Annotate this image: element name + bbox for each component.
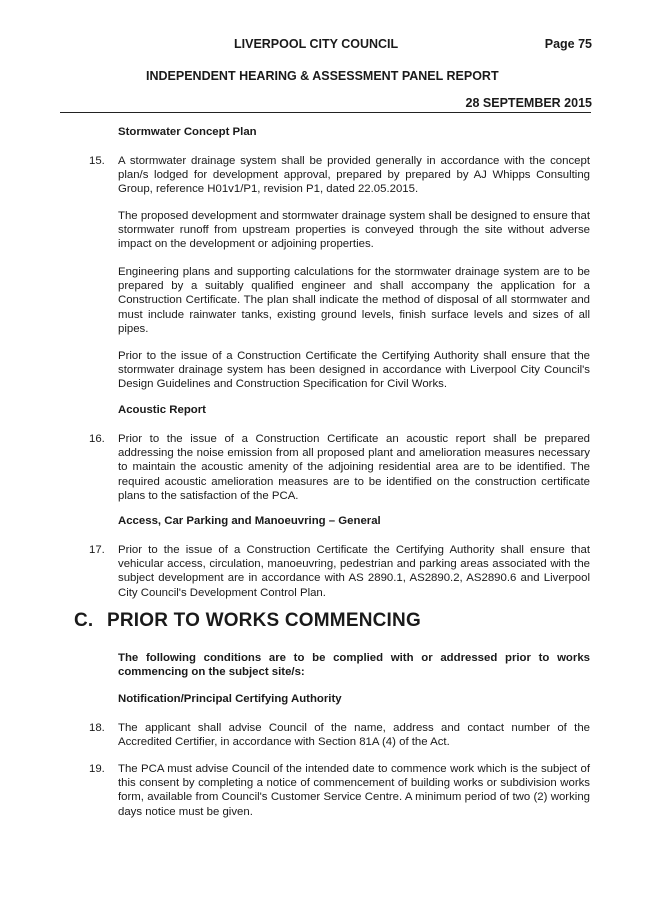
section-letter: C. [74,610,94,631]
notification-item-18: The applicant shall advise Council of the name, address and contact number of the Accredited Certifier, in accordance with Section 81A (4) of the Act. [118,722,590,749]
item-number-15: 15. [89,155,105,167]
acoustic-heading: Acoustic Report [118,404,206,416]
notification-heading: Notification/Principal Certifying Authority [118,693,342,705]
item-number-19: 19. [89,763,105,775]
stormwater-heading: Stormwater Concept Plan [118,126,257,138]
stormwater-para-4: Prior to the issue of a Construction Certificate the Certifying Authority shall ensure that the stormwater drainage system has been designed in accordance with Liverpool City Council's Design Guidelines and Construction Specification for Civil Works. [118,350,590,391]
header-divider [60,112,591,113]
section-intro: The following conditions are to be complied with or addressed prior to works commencing on the subject site/s: [118,652,590,679]
item-number-18: 18. [89,722,105,734]
stormwater-para-2: The proposed development and stormwater drainage system shall be designed to ensure that stormwater runoff from upstream properties is conveyed through the site without adverse impact on the development or adjoining properties. [118,210,590,251]
stormwater-para-3: Engineering plans and supporting calculations for the stormwater drainage system are to be prepared by a suitably qualified engineer and shall accompany the application for a Construction Certificate. The plan shall indicate the method of disposal of all stormwater and must include rainwater tanks, existing ground levels, finish surface levels and sizes of all pipes. [118,266,590,335]
access-heading: Access, Car Parking and Manoeuvring – General [118,515,381,527]
report-title: INDEPENDENT HEARING & ASSESSMENT PANEL REPORT [146,69,499,83]
item-number-16: 16. [89,433,105,445]
stormwater-para-1: A stormwater drainage system shall be provided generally in accordance with the concept plan/s lodged for development approval, prepared by prepared by AJ Whipps Consulting Group, reference H01v1/P1, revision P1, dated 22.05.2015. [118,155,590,196]
notification-item-19: The PCA must advise Council of the intended date to commence work which is the subject of this consent by completing a notice of commencement of building works or subdivision works form, available from Council's Customer Service Centre. A minimum period of two (2) working days notice must be given. [118,763,590,818]
section-title: PRIOR TO WORKS COMMENCING [107,610,421,631]
access-para-1: Prior to the issue of a Construction Certificate the Certifying Authority shall ensure that vehicular access, circulation, manoeuvring, pedestrian and parking areas associated with the subject development are in accordance with AS 2890.1, AS2890.2, AS2890.6 and Liverpool City Council's Development Control Plan. [118,544,590,599]
council-name: LIVERPOOL CITY COUNCIL [234,37,399,51]
report-date: 28 SEPTEMBER 2015 [465,96,592,110]
item-number-17: 17. [89,544,105,556]
section-heading [74,610,421,632]
acoustic-para-1: Prior to the issue of a Construction Certificate an acoustic report shall be prepared addressing the noise emission from all proposed plant and amelioration measures necessary to maintain the acoustic amenity of the adjoining residential area are to be identified. The required acoustic amelioration measures are to be identified on the construction certificate plans to the satisfaction of the PCA. [118,433,590,502]
page-number: Page 75 [544,37,592,51]
